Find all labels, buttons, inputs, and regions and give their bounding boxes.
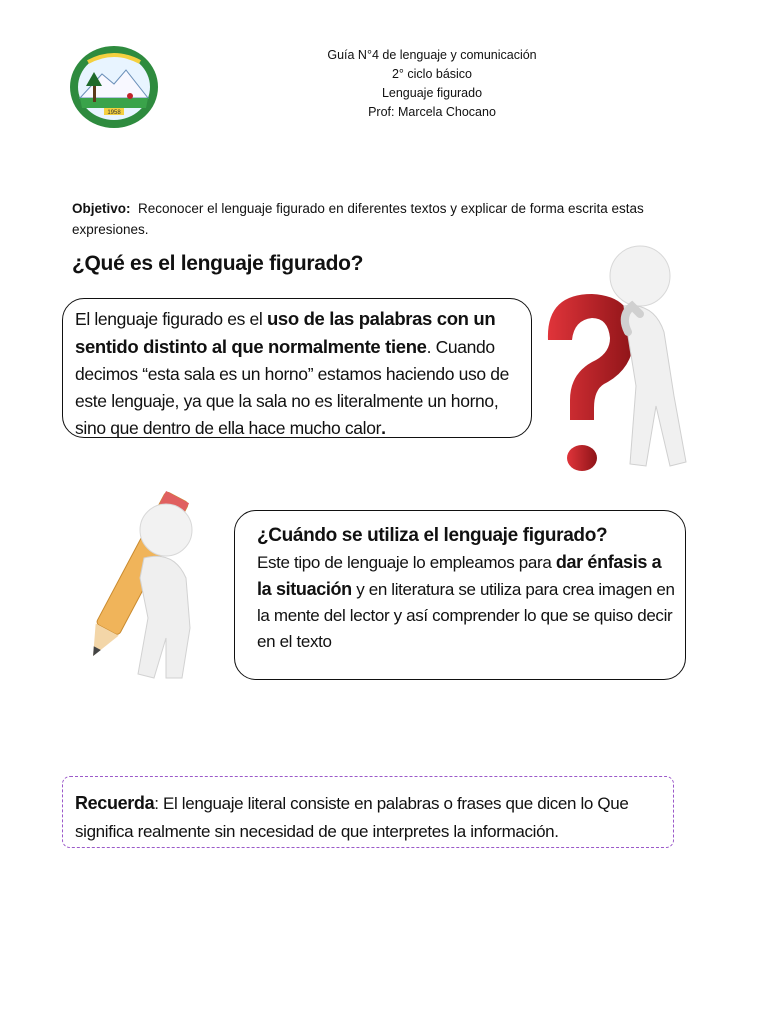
- definition-period: .: [381, 418, 386, 438]
- teacher-name: Prof: Marcela Chocano: [368, 105, 496, 119]
- definition-text-end: . Cuando decimos “esta sala es un horno” estamos haciendo uso de este lenguaje, ya que la sala no es literalmente un horno, sino que dentro de ella hace mucho calor: [75, 337, 510, 438]
- objective-label: Objetivo:: [72, 201, 131, 216]
- guide-title: Guía N°4 de lenguaje y comunicación: [327, 48, 537, 62]
- usage-text-start: Este tipo de lenguaje lo empleamos para: [257, 553, 556, 572]
- thinking-figure-question-mark-icon: [536, 236, 696, 480]
- objective-text: Reconocer el lenguaje figurado en diferentes textos y explicar de forma escrita estas expresiones.: [72, 201, 644, 237]
- remember-box: [62, 776, 674, 848]
- topic-title: Lenguaje figurado: [381, 86, 483, 100]
- definition-emphasis: uso de las palabras con un sentido distinto al que normalmente tiene: [75, 308, 496, 357]
- definition-box: [62, 298, 532, 438]
- grade-level: 2° ciclo básico: [391, 67, 473, 81]
- school-crest-icon: [68, 44, 160, 130]
- figure-with-pencil-icon: [78, 478, 208, 688]
- remember-text: : El lenguaje literal consiste en palabras o frases que dicen lo Que significa realmente sin necesidad de que interpretes la información.: [75, 794, 629, 841]
- definition-text-start: El lenguaje figurado es el: [75, 309, 267, 329]
- usage-emphasis: dar énfasis a la situación: [257, 552, 662, 599]
- section-title-when-used: ¿Cuándo se utiliza el lenguaje figurado?: [257, 525, 608, 546]
- objective: [72, 198, 712, 240]
- usage-box: [234, 510, 686, 680]
- remember-label: Recuerda: [75, 793, 155, 813]
- section-title-what-is: ¿Qué es el lenguaje figurado?: [72, 252, 364, 275]
- logo-year: 1958: [107, 110, 121, 116]
- usage-text-end: y en literatura se utiliza para crea imagen en la mente del lector y así comprender lo que se quiso decir en el texto: [257, 580, 675, 651]
